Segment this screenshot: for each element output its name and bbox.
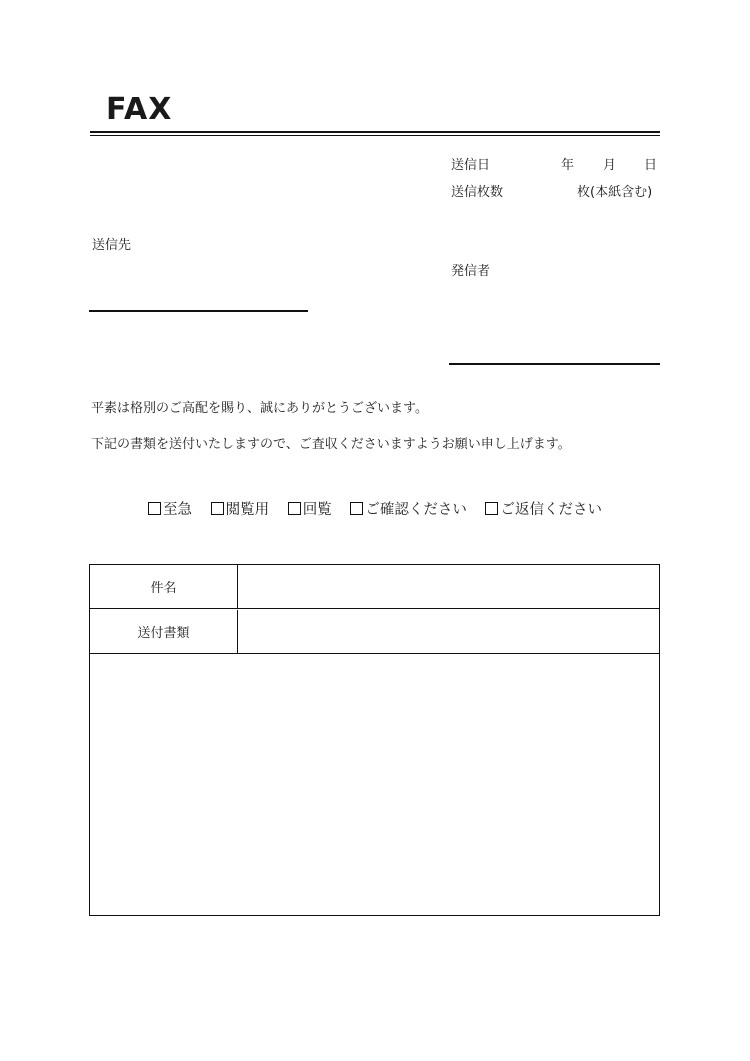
sender-line[interactable] bbox=[449, 363, 660, 365]
month-label: 月 bbox=[603, 158, 617, 173]
documents-field[interactable] bbox=[239, 610, 659, 653]
page-count-unit: 枚(本紙含む) bbox=[577, 185, 653, 200]
day-label: 日 bbox=[644, 158, 658, 173]
year-label: 年 bbox=[561, 158, 575, 173]
checkbox-urgent[interactable] bbox=[148, 501, 192, 519]
checkbox-label: ご返信ください bbox=[500, 502, 602, 518]
details-table bbox=[89, 564, 660, 916]
recipient-line[interactable] bbox=[89, 310, 308, 312]
subject-field[interactable] bbox=[239, 565, 659, 608]
subject-label: 件名 bbox=[90, 565, 238, 608]
table-row-documents bbox=[90, 610, 659, 654]
checkbox-group bbox=[0, 501, 750, 519]
checkbox-icon bbox=[148, 502, 161, 515]
title-divider-thin bbox=[90, 135, 660, 136]
checkbox-icon bbox=[211, 502, 224, 515]
checkbox-icon bbox=[485, 502, 498, 515]
checkbox-for-viewing[interactable] bbox=[211, 501, 270, 519]
recipient-label: 送信先 bbox=[92, 238, 132, 253]
message-body-area[interactable] bbox=[90, 655, 659, 915]
checkbox-please-reply[interactable] bbox=[485, 501, 602, 519]
checkbox-label: ご確認ください bbox=[365, 502, 467, 518]
checkbox-icon bbox=[288, 502, 301, 515]
table-row-subject bbox=[90, 565, 659, 609]
title-divider-thick bbox=[90, 131, 660, 133]
checkbox-please-confirm[interactable] bbox=[350, 501, 467, 519]
page-count-label: 送信枚数 bbox=[451, 185, 504, 200]
message-line-1: 平素は格別のご高配を賜り、誠にありがとうございます。 bbox=[91, 401, 428, 416]
sent-date-label: 送信日 bbox=[451, 158, 491, 173]
sender-label: 発信者 bbox=[451, 264, 491, 279]
page-title: FAX bbox=[106, 92, 173, 127]
checkbox-label: 回覧 bbox=[302, 502, 332, 518]
checkbox-circulate[interactable] bbox=[288, 501, 332, 519]
message-line-2: 下記の書類を送付いたしますので、ご査収くださいますようお願い申し上げます。 bbox=[91, 437, 571, 452]
checkbox-label: 至急 bbox=[163, 502, 193, 518]
checkbox-icon bbox=[350, 502, 363, 515]
checkbox-label: 閲覧用 bbox=[225, 502, 270, 518]
documents-label: 送付書類 bbox=[90, 610, 238, 653]
